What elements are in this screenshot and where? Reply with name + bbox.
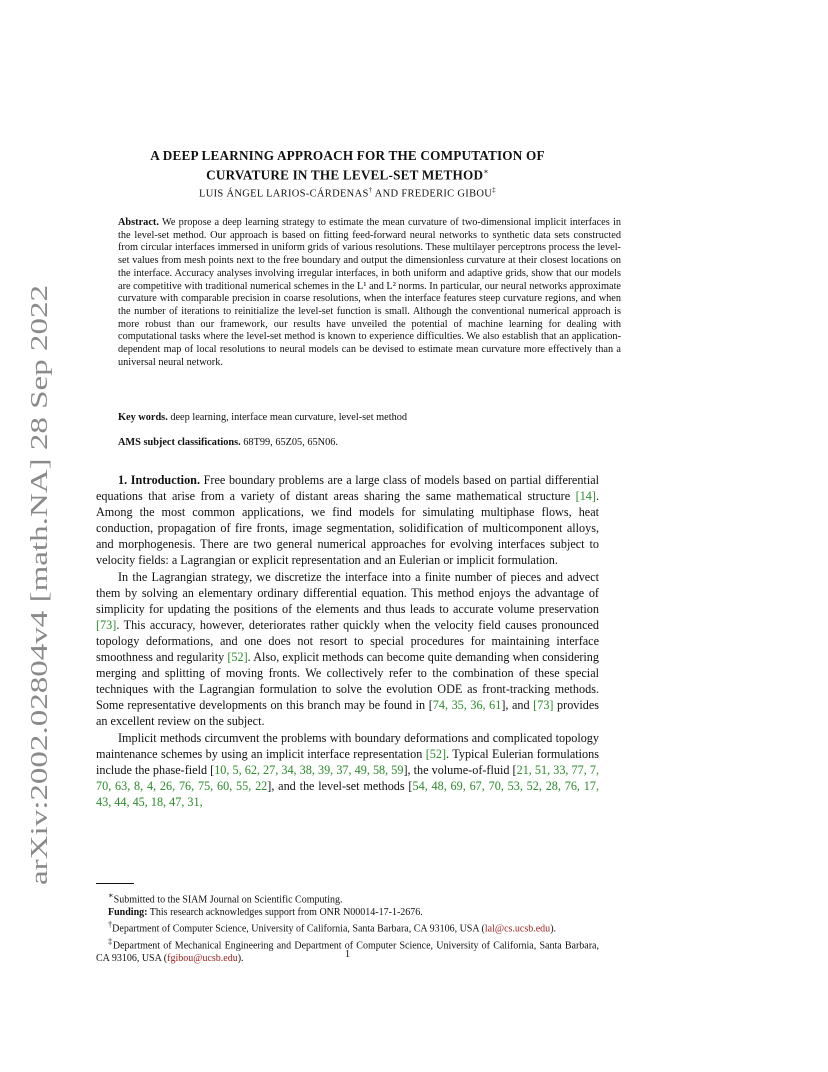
email-link[interactable]: lal@cs.ucsb.edu — [484, 923, 551, 935]
introduction-section — [96, 472, 599, 810]
email-link[interactable]: fgibou@ucsb.edu — [167, 952, 238, 964]
page-number: 1 — [344, 949, 351, 960]
author-2: FREDERIC GIBOU — [401, 188, 493, 200]
ams-label: AMS subject classifications. — [118, 437, 241, 448]
paper-title — [96, 148, 599, 183]
title-line-1: A DEEP LEARNING APPROACH FOR THE COMPUTATION OF — [150, 148, 545, 163]
footnote-author-2: ‡Department of Mechanical Engineering and Department of Computer Science, University of California, Santa Barbara, CA 93106, USA (fgibou@ucsb.edu). — [96, 937, 599, 964]
intro-paragraph-3: Implicit methods circumvent the problems with boundary deformations and complicated topology maintenance schemes by using an implicit interface representation [52]. Typical Eulerian formulations include the phase-field [10, 5, 62, 27, 34, 38, 39, 37, 49, 58, 59], the volume-of-fluid [21, 51, 33, 77, 7, 70, 63, 8, 4, 26, 76, 75, 60, 55, 22], and the level-set methods [54, 48, 69, 67, 70, 53, 52, 28, 76, 17, 43, 44, 45, 18, 47, 31, — [96, 730, 600, 809]
keywords — [118, 412, 598, 423]
author-1: LUIS ÁNGEL LARIOS-CÁRDENAS — [199, 188, 369, 200]
keywords-label: Key words. — [118, 412, 168, 423]
citation-link[interactable]: [73] — [533, 698, 554, 713]
footnote-submitted: ∗Submitted to the SIAM Journal on Scientific Computing. — [108, 891, 343, 906]
arxiv-stamp — [18, 280, 58, 890]
title-footnote-mark: ∗ — [483, 167, 489, 176]
arxiv-stamp-text: arXiv:2002.02804v4 [math.NA] 28 Sep 2022 — [27, 449, 53, 885]
footnote-rule — [96, 883, 134, 884]
citation-link[interactable]: 10, 5, 62, 27, 34, 38, 39, 37, 49, 58, 59 — [214, 762, 404, 777]
abstract — [96, 217, 621, 369]
intro-paragraph-2: In the Lagrangian strategy, we discretize the interface into a finite number of pieces and advect them by solving an elementary ordinary differential equation. This method enjoys the advantage of simplicity for updating the positions of the elements and thus leads to accurate volume preservation [73]. This accuracy, however, deteriorates rather quickly when the velocity field causes pronounced topology deformations, and one does not resort to special procedures for maintaining interface smoothness and regularity [52]. Also, explicit methods can become quite demanding when considering merging and splitting of moving fronts. We collectively refer to the combination of these special techniques with the Lagrangian formulation to solve the evolution ODE as front-tracking methods. Some representative developments on this branch may be found in [74, 35, 36, 61], and [73] provides an excellent review on the subject. — [96, 569, 600, 729]
section-heading: 1. Introduction. — [118, 473, 200, 487]
abstract-label: Abstract. — [118, 217, 159, 228]
citation-link[interactable]: [14] — [575, 489, 596, 504]
author-separator: AND — [372, 188, 402, 200]
citation-link[interactable]: [73] — [96, 617, 117, 632]
intro-paragraph-1: 1. Introduction. Free boundary problems are a large class of models based on partial differential equations that arise from a variety of distant areas sharing the same mathematical structure [14]. Among the most common applications, we find models for simulating multiphase flows, heat conduction, propagation of fire fronts, image segmentation, solidification of multicomponent alloys, and morphogenesis. There are two general numerical approaches for evolving interfaces subject to velocity fields: a Lagrangian or explicit representation and an Eulerian or implicit formulation. — [96, 473, 600, 568]
author-line — [96, 186, 599, 200]
author-1-mark: † — [368, 186, 373, 194]
citation-link[interactable]: 21, 51, 33, 77, 7, 70, 63, 8, 4, 26, 76, 75, 60, 55, 22 — [96, 762, 599, 793]
author-2-mark: ‡ — [492, 186, 496, 194]
citation-link[interactable]: 54, 48, 69, 67, 70, 53, 52, 28, 76, 17, 43, 44, 45, 18, 47, 31, — [96, 778, 600, 809]
title-line-2: CURVATURE IN THE LEVEL-SET METHOD∗ — [206, 167, 489, 183]
footnote-author-1: †Department of Computer Science, University of California, Santa Barbara, CA 93106, USA (lal@cs.ucsb.edu). — [108, 920, 557, 935]
citation-link[interactable]: 74, 35, 36, 61 — [432, 698, 502, 713]
footnote-funding: Funding: This research acknowledges support from ONR N00014-17-1-2676. — [108, 906, 423, 918]
citation-link[interactable]: [52] — [425, 746, 447, 761]
abstract-text: We propose a deep learning strategy to estimate the mean curvature of two-dimensional implicit interfaces in the level-set method. Our approach is based on fitting feed-forward neural networks to synthetic data sets constructed from circular interfaces immersed in uniform grids of various resolutions. These multilayer perceptrons process the level-set values from mesh points next to the free boundary and output the dimensionless curvature at their closest locations on the interface. Accuracy analyses involving irregular interfaces, in both uniform and adaptive grids, show that our models are competitive with traditional numerical schemes in the L¹ and L² norms. In particular, our neural networks approximate curvature with comparable precision in coarse resolutions, when the interface features steep curvature regions, and when the number of iterations to reinitialize the level-set function is small. Although the conventional numerical approach is more robust than our framework, our results have unveiled the potential of machine learning for dealing with computational tasks where the level-set method is known to experience difficulties. We also establish that an application-dependent map of local resolutions to neural models can be devised to estimate mean curvature more effectively than a universal neural network. — [118, 217, 621, 368]
citation-link[interactable]: [52] — [227, 650, 248, 665]
ams-classifications — [118, 437, 598, 448]
keywords-text: deep learning, interface mean curvature, level-set method — [170, 412, 408, 423]
ams-text: 68T99, 65Z05, 65N06. — [243, 437, 338, 448]
